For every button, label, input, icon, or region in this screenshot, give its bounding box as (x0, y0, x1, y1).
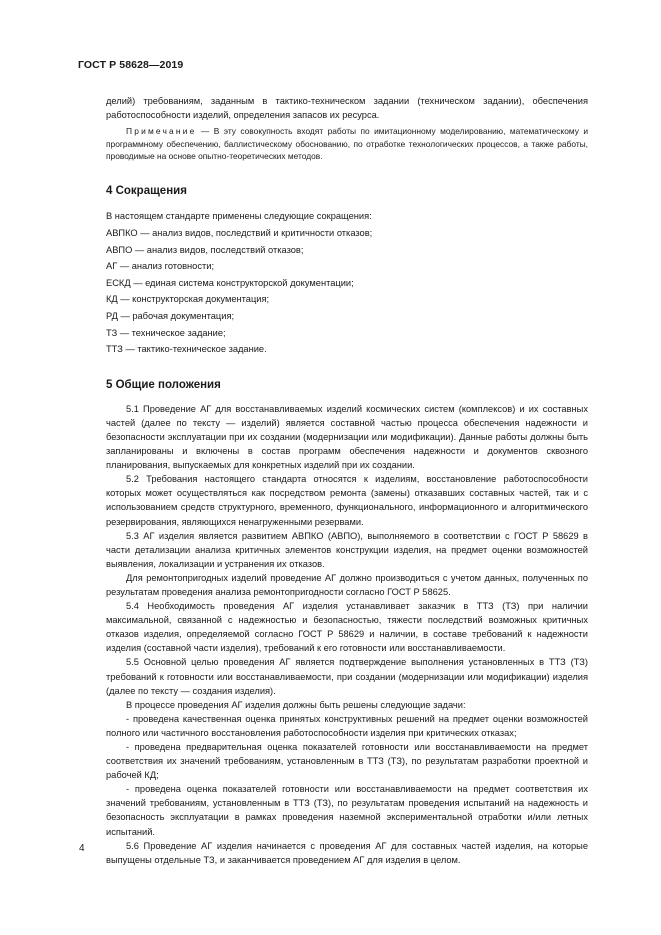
standard-code-header: ГОСТ Р 58628—2019 (78, 59, 184, 71)
section-5-title: 5 Общие положения (106, 378, 221, 391)
task-list-item: - проведена оценка показателей готовности или восстанавливаемости на предмет соответствия их значений требованиям, установленным в ТТЗ (ТЗ), по результатам проведения испытаний на надежность и безопасность эксплуатации в рамках проведения наземной экспериментальной отработки и/или летных испытаний. (106, 784, 588, 837)
abbreviation-item: АВПО — анализ видов, последствий отказов; (106, 244, 304, 255)
clause-paragraph: В процессе проведения АГ изделия должны быть решены следующие задачи: (126, 699, 466, 710)
abbreviation-item: РД — рабочая документация; (106, 310, 235, 321)
note-label: Примечание (126, 126, 197, 137)
abbreviation-item: ТЗ — техническое задание; (106, 327, 226, 338)
clause-paragraph: 5.3 АГ изделия является развитием АВПКО (АВПО), выполняемого в соответствии с ГОСТ Р 58629 в части детализации анализа критичных элементов конструкции изделия, на предмет оценки возможностей выявления, локализации и устранения их отказов. (106, 530, 588, 569)
abbreviation-item: АГ — анализ готовности; (106, 261, 215, 272)
continued-paragraph: делий) требованиям, заданным в тактико-техническом задании (техническом задании), обеспечения работоспособности изделий, определения запасов их ресурса. (106, 96, 588, 121)
note-paragraph (106, 125, 588, 162)
page-content (106, 94, 588, 867)
abbreviations-intro: В настоящем стандарте применены следующие сокращения: (106, 211, 372, 222)
clause-paragraph: 5.2 Требования настоящего стандарта относятся к изделиям, восстановление работоспособности которых может осуществляться как посредством ремонта (замены) отказавших составных частей, так и с использованием средств структурного, временного, функционального, информационного и алгоритмического резервирования, являющихся ненагруженными резервами. (106, 474, 588, 527)
abbreviations-list (106, 225, 588, 358)
clause-paragraph: Для ремонтопригодных изделий проведение АГ должно производиться с учетом данных, полученных по результатам проведения анализа ремонтопригодности согласно ГОСТ Р 58625. (106, 572, 588, 597)
note-text: — В эту совокупность входят работы по имитационному моделированию, математическому и программному обеспечению, баллистическому обоснованию, по отработке технологических процессов, а также работы, проводимые на основе опытно-теоретических методов. (106, 126, 588, 161)
clause-paragraph: 5.4 Необходимость проведения АГ изделия устанавливает заказчик в ТТЗ (ТЗ) при наличии максимальной, связанной с надежностью и безопасностью, тяжести последствий возможных критичных отказов изделия, определяемой согласно ГОСТ Р 58629 и наличии, в составе требований к надежности изделия (составной части изделия), требований к его готовности или восстанавливаемости. (106, 601, 588, 654)
clause-paragraph: 5.6 Проведение АГ изделия начинается с проведения АГ для составных частей изделия, на которые выпущены отдельные ТЗ, и заканчивается проведением АГ для изделия в целом. (106, 840, 588, 865)
task-list-item: - проведена качественная оценка принятых конструктивных решений на предмет оценки возможностей полного или частичного восстановления работоспособности изделия при критических отказах; (106, 713, 588, 738)
clause-paragraph: 5.1 Проведение АГ для восстанавливаемых изделий космических систем (комплексов) и их составных частей (далее по тексту — изделий) является составной частью процесса обеспечения надежности и безопасности эксплуатации при их создании (модернизации или модификации). Данные работы должны быть запланированы и включены в состав программ обеспечения надежности и документов сквозного планирования, выпускаемых для конкретных изделий при их создании. (106, 403, 588, 471)
page-number: 4 (79, 843, 85, 854)
abbreviation-item: КД — конструкторская документация; (106, 294, 270, 305)
abbreviation-item: ЕСКД — единая система конструкторской документации; (106, 277, 354, 288)
abbreviation-item: ТТЗ — тактико-техническое задание. (106, 344, 267, 355)
abbreviation-item: АВПКО — анализ видов, последствий и критичности отказов; (106, 228, 373, 238)
section-4-title: 4 Сокращения (106, 185, 187, 198)
task-list-item: - проведена предварительная оценка показателей готовности или восстанавливаемости на предмет соответствия их значений требованиям, установленным в ТТЗ (ТЗ), по результатам разработки проектной и рабочей КД; (106, 742, 588, 781)
clause-paragraph: 5.5 Основной целью проведения АГ является подтверждение выполнения установленных в ТТЗ (ТЗ) требований к готовности или восстанавливаемости, при создании (модернизации или модификации) изделия (далее по тексту — создания изделия). (106, 657, 588, 696)
